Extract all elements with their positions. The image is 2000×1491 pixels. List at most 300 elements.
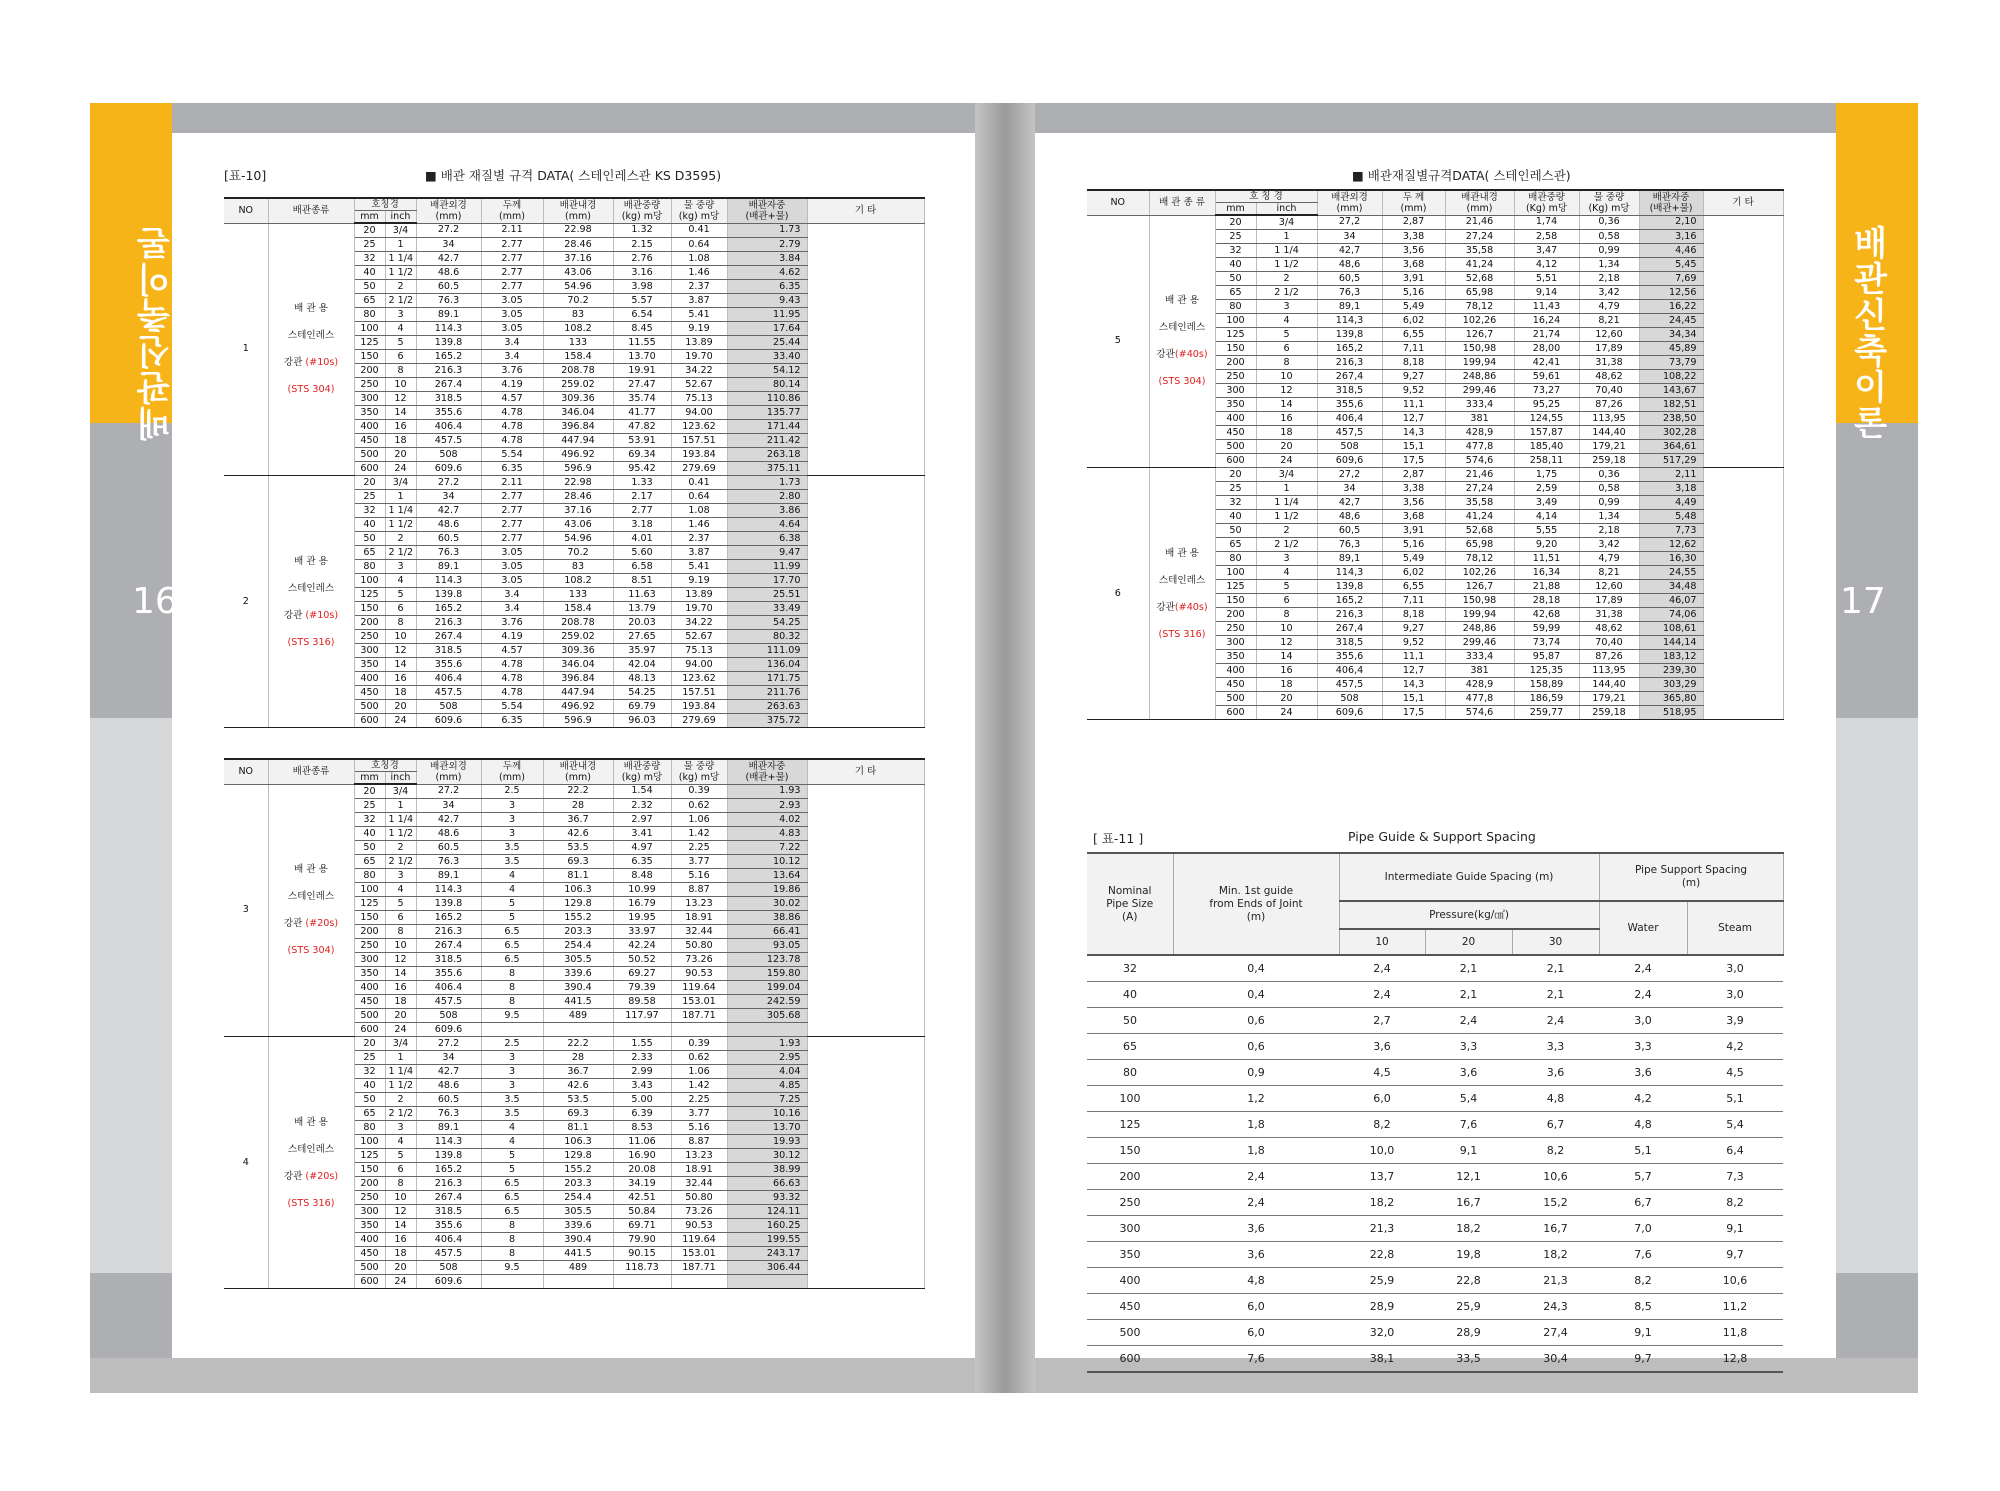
cell-od: 609.6: [416, 1275, 481, 1289]
cell-water: 5,1: [1599, 1138, 1687, 1164]
cell-mm: 250: [354, 630, 385, 644]
cell-thickness: 4: [481, 869, 543, 883]
cell-id: 70.2: [543, 294, 613, 308]
cell-mm: 125: [354, 336, 385, 350]
cell-thickness: 3,56: [1382, 496, 1445, 510]
cell-p20: 22,8: [1425, 1268, 1512, 1294]
cell-p10: 21,3: [1339, 1216, 1425, 1242]
cell-pipe-weight: 6.58: [613, 560, 671, 574]
cell-thickness: 4.19: [481, 378, 543, 392]
cell-pipe-weight: 6.35: [613, 855, 671, 869]
cell-thickness: 8: [481, 981, 543, 995]
cell-water-weight: 193.84: [671, 700, 727, 714]
cell-p20: 2,4: [1425, 1008, 1512, 1034]
cell-mm: 200: [354, 364, 385, 378]
cell-inch: 14: [385, 1219, 416, 1233]
cell-od: 139.8: [416, 897, 481, 911]
cell-thickness: 5,16: [1382, 286, 1445, 300]
pipe-type-line: 강관 (#10s): [283, 609, 339, 621]
cell-od: 165.2: [416, 911, 481, 925]
cell-thickness: 2.77: [481, 532, 543, 546]
cell-inch: 5: [1256, 328, 1317, 342]
cell-p10: 28,9: [1339, 1294, 1425, 1320]
cell-pipe-weight: 19.95: [613, 911, 671, 925]
cell-water-weight: 0,36: [1579, 468, 1639, 482]
cell-mm: 300: [354, 644, 385, 658]
cell-pipe-weight: 95.42: [613, 462, 671, 476]
cell-id: 339.6: [543, 1219, 613, 1233]
cell-first-guide: 3,6: [1173, 1216, 1339, 1242]
cell-thickness: 15,1: [1382, 440, 1445, 454]
cell-thickness: 3: [481, 799, 543, 813]
cell-total-weight: 111.09: [727, 644, 807, 658]
cell-thickness: 3,56: [1382, 244, 1445, 258]
cell-pipe-weight: 53.91: [613, 434, 671, 448]
cell-inch: 1 1/4: [385, 1065, 416, 1079]
cell-total-weight: 211.42: [727, 434, 807, 448]
cell-inch: 14: [385, 967, 416, 981]
cell-od: 318.5: [416, 953, 481, 967]
cell-thickness: 6.5: [481, 939, 543, 953]
cell-mm: 100: [354, 574, 385, 588]
cell-id: 81.1: [543, 869, 613, 883]
cell-water-weight: 17,89: [1579, 594, 1639, 608]
cell-water-weight: 87,26: [1579, 398, 1639, 412]
cell-water-weight: 12,60: [1579, 328, 1639, 342]
cell-total-weight: 16,22: [1639, 300, 1703, 314]
cell-mm: 32: [1215, 496, 1256, 510]
cell-mm: 50: [354, 841, 385, 855]
cell-first-guide: 6,0: [1173, 1320, 1339, 1346]
cell-thickness: 11,1: [1382, 650, 1445, 664]
cell-id: 305.5: [543, 1205, 613, 1219]
cell-od: 267.4: [416, 378, 481, 392]
cell-total-weight: 375.11: [727, 462, 807, 476]
cell-mm: 80: [354, 560, 385, 574]
spacing-row: [1087, 1242, 1783, 1268]
cell-id: 42.6: [543, 827, 613, 841]
cell-p20: 9,1: [1425, 1138, 1512, 1164]
cell-thickness: 9,27: [1382, 622, 1445, 636]
cell-water-weight: 0.41: [671, 476, 727, 490]
cell-id: 333,4: [1445, 650, 1514, 664]
cell-od: 267.4: [416, 630, 481, 644]
spacing-row: [1087, 1112, 1783, 1138]
cell-mm: 125: [354, 897, 385, 911]
cell-water: 2,4: [1599, 982, 1687, 1008]
cell-thickness: 4.78: [481, 434, 543, 448]
cell-p20: 16,7: [1425, 1190, 1512, 1216]
cell-id: 309.36: [543, 392, 613, 406]
cell-id: 22.98: [543, 476, 613, 490]
cell-water: 4,8: [1599, 1112, 1687, 1138]
cell-total-weight: 2,10: [1639, 215, 1703, 230]
table-row: [224, 476, 924, 490]
spacing-row: [1087, 1320, 1783, 1346]
cell-pipe-weight: 1,74: [1514, 215, 1579, 230]
cell-pipe-weight: 20.08: [613, 1163, 671, 1177]
cell-od: 48,6: [1317, 258, 1382, 272]
cell-first-guide: 3,6: [1173, 1242, 1339, 1268]
cell-od: 76,3: [1317, 286, 1382, 300]
cell-total-weight: 6.35: [727, 280, 807, 294]
cell-thickness: 9,27: [1382, 370, 1445, 384]
table-row: [1087, 215, 1783, 230]
cell-water-weight: 279.69: [671, 714, 727, 728]
cell-thickness: 14,3: [1382, 426, 1445, 440]
cell-thickness: 3: [481, 827, 543, 841]
cell-mm: 80: [354, 869, 385, 883]
cell-steam: 11,2: [1687, 1294, 1783, 1320]
cell-pipe-weight: 42.51: [613, 1191, 671, 1205]
cell-thickness: 5: [481, 1149, 543, 1163]
cell-mm: 450: [1215, 426, 1256, 440]
cell-pipe-weight: 118.73: [613, 1261, 671, 1275]
cell-inch: 2 1/2: [385, 1107, 416, 1121]
cell-id: 37.16: [543, 504, 613, 518]
cell-od: 114.3: [416, 574, 481, 588]
cell-p10: 6,0: [1339, 1086, 1425, 1112]
cell-steam: 12,8: [1687, 1346, 1783, 1373]
cell-water-weight: 1,34: [1579, 510, 1639, 524]
cell-water-weight: 179,21: [1579, 440, 1639, 454]
cell-p30: 4,8: [1512, 1086, 1599, 1112]
cell-od: 267,4: [1317, 370, 1382, 384]
table-row: [1087, 468, 1783, 482]
cell-thickness: 9,52: [1382, 384, 1445, 398]
cell-id: 596.9: [543, 714, 613, 728]
cell-mm: 65: [1215, 538, 1256, 552]
cell-thickness: 17,5: [1382, 706, 1445, 720]
cell-thickness: 9.5: [481, 1261, 543, 1275]
cell-od: 216.3: [416, 616, 481, 630]
cell-inch: 5: [385, 1149, 416, 1163]
cell-inch: 1 1/4: [1256, 496, 1317, 510]
cell-pipe-weight: 11.06: [613, 1135, 671, 1149]
cell-od: 457,5: [1317, 678, 1382, 692]
cell-inch: 1 1/4: [1256, 244, 1317, 258]
cell-thickness: 3: [481, 813, 543, 827]
cell-steam: 9,7: [1687, 1242, 1783, 1268]
cell-p10: 32,0: [1339, 1320, 1425, 1346]
col-total-weight: 배관자중 (배관+물): [1639, 190, 1703, 215]
cell-mm: 20: [1215, 468, 1256, 482]
cell-total-weight: 34,48: [1639, 580, 1703, 594]
cell-od: 355.6: [416, 1219, 481, 1233]
schedule-label: (#10s): [305, 609, 339, 621]
cell-od: 457.5: [416, 434, 481, 448]
cell-thickness: 8: [481, 1247, 543, 1261]
col-no: NO: [224, 198, 268, 223]
cell-mm: 450: [354, 434, 385, 448]
cell-od: 60.5: [416, 1093, 481, 1107]
cell-total-weight: 4.62: [727, 266, 807, 280]
cell-pipe-weight: 48.13: [613, 672, 671, 686]
cell-size: 32: [1087, 955, 1173, 982]
grade-label: (STS 316): [287, 636, 335, 648]
cell-water-weight: 32.44: [671, 925, 727, 939]
cell-thickness: 3: [481, 1065, 543, 1079]
table-title: ■ 배관재질별규격DATA( 스테인레스관): [1352, 168, 1571, 183]
cell-steam: 3,9: [1687, 1008, 1783, 1034]
cell-pipe-weight: 2,58: [1514, 230, 1579, 244]
cell-inch: 24: [385, 1023, 416, 1037]
pipe-type-line: 배 관 용: [294, 864, 328, 876]
cell-pipe-weight: 69.79: [613, 700, 671, 714]
cell-id: 21,46: [1445, 215, 1514, 230]
cell-od: 457.5: [416, 686, 481, 700]
cell-p10: 25,9: [1339, 1268, 1425, 1294]
cell-total-weight: 66.41: [727, 925, 807, 939]
cell-id: 21,46: [1445, 468, 1514, 482]
cell-id: 259.02: [543, 630, 613, 644]
cell-od: 27.2: [416, 223, 481, 238]
cell-mm: 400: [1215, 412, 1256, 426]
cell-od: 89.1: [416, 869, 481, 883]
cell-water-weight: 0.41: [671, 223, 727, 238]
col-mm: mm: [354, 772, 385, 785]
cell-id: 155.2: [543, 911, 613, 925]
cell-total-weight: 305.68: [727, 1009, 807, 1023]
cell-total-weight: 54.25: [727, 616, 807, 630]
cell-id: 248,86: [1445, 370, 1514, 384]
cell-total-weight: 10.12: [727, 855, 807, 869]
cell-inch: 24: [385, 714, 416, 728]
pipe-type-line: 스테인레스: [1158, 574, 1206, 586]
cell-inch: 10: [385, 378, 416, 392]
cell-id: 69.3: [543, 1107, 613, 1121]
cell-pipe-weight: 5.60: [613, 546, 671, 560]
cell-mm: 50: [354, 280, 385, 294]
cell-pipe-weight: 69.27: [613, 967, 671, 981]
cell-id: 248,86: [1445, 622, 1514, 636]
cell-od: 508: [1317, 692, 1382, 706]
cell-water-weight: 0,58: [1579, 230, 1639, 244]
cell-total-weight: 182,51: [1639, 398, 1703, 412]
cell-thickness: 6.5: [481, 925, 543, 939]
cell-mm: 350: [1215, 398, 1256, 412]
cell-thickness: 2.5: [481, 1037, 543, 1051]
cell-pipe-weight: 13.79: [613, 602, 671, 616]
cell-water-weight: 31,38: [1579, 608, 1639, 622]
cell-od: 609.6: [416, 462, 481, 476]
cell-water-weight: 34.22: [671, 616, 727, 630]
spacing-row: [1087, 1294, 1783, 1320]
cell-pipe-weight: 3,47: [1514, 244, 1579, 258]
cell-p30: 16,7: [1512, 1216, 1599, 1242]
cell-water-weight: 259,18: [1579, 706, 1639, 720]
cell-mm: 50: [354, 1093, 385, 1107]
spec-table-sts-10s: [224, 197, 925, 728]
cell-p30: 27,4: [1512, 1320, 1599, 1346]
cell-inch: 2: [385, 280, 416, 294]
col-first-guide: Min. 1st guide from Ends of Joint (m): [1173, 853, 1339, 955]
cell-od: 89.1: [416, 308, 481, 322]
cell-od: 165,2: [1317, 342, 1382, 356]
cell-total-weight: 11.99: [727, 560, 807, 574]
cell-id: 133: [543, 588, 613, 602]
cell-thickness: 4.57: [481, 392, 543, 406]
cell-id: 27,24: [1445, 482, 1514, 496]
cell-water: 5,7: [1599, 1164, 1687, 1190]
cell-inch: 5: [1256, 580, 1317, 594]
cell-od: 457.5: [416, 995, 481, 1009]
col-pipe-weight: 배관중량 (Kg) m당: [1514, 190, 1579, 215]
cell-inch: 4: [385, 574, 416, 588]
cell-od: 76.3: [416, 294, 481, 308]
cell-total-weight: 171.75: [727, 672, 807, 686]
cell-thickness: 3,91: [1382, 524, 1445, 538]
cell-pipe-weight: 1.54: [613, 784, 671, 799]
cell-thickness: 5: [481, 1163, 543, 1177]
cell-first-guide: 7,6: [1173, 1346, 1339, 1373]
group-number: 6: [1087, 468, 1149, 720]
cell-thickness: 3.05: [481, 574, 543, 588]
cell-pipe-weight: 11,43: [1514, 300, 1579, 314]
cell-od: 406.4: [416, 981, 481, 995]
cell-p30: 10,6: [1512, 1164, 1599, 1190]
cell-pipe-weight: 41.77: [613, 406, 671, 420]
cell-mm: 600: [354, 462, 385, 476]
cell-thickness: 12,7: [1382, 664, 1445, 678]
note-cell: [807, 784, 924, 1037]
cell-inch: 8: [385, 364, 416, 378]
cell-inch: 8: [385, 616, 416, 630]
cell-mm: 125: [1215, 328, 1256, 342]
cell-steam: 11,8: [1687, 1320, 1783, 1346]
cell-thickness: 7,11: [1382, 342, 1445, 356]
cell-size: 65: [1087, 1034, 1173, 1060]
cell-pipe-weight: 185,40: [1514, 440, 1579, 454]
cell-od: 406,4: [1317, 664, 1382, 678]
cell-pipe-weight: 95,87: [1514, 650, 1579, 664]
pipe-type: [268, 1037, 354, 1289]
cell-id: 396.84: [543, 420, 613, 434]
cell-total-weight: 124.11: [727, 1205, 807, 1219]
cell-id: 28.46: [543, 238, 613, 252]
cell-thickness: 2.77: [481, 252, 543, 266]
cell-thickness: 3.05: [481, 560, 543, 574]
cell-inch: 12: [385, 644, 416, 658]
cell-steam: 7,3: [1687, 1164, 1783, 1190]
pipe-type-line: 배 관 용: [1165, 295, 1199, 307]
cell-mm: 600: [1215, 706, 1256, 720]
cell-thickness: 17,5: [1382, 454, 1445, 468]
cell-total-weight: 93.05: [727, 939, 807, 953]
cell-id: 489: [543, 1261, 613, 1275]
cell-id: 43.06: [543, 266, 613, 280]
cell-inch: 5: [385, 588, 416, 602]
cell-total-weight: 1.93: [727, 784, 807, 799]
cell-water: 9,7: [1599, 1346, 1687, 1373]
cell-pipe-weight: 5,51: [1514, 272, 1579, 286]
spacing-row: [1087, 982, 1783, 1008]
cell-mm: 400: [354, 981, 385, 995]
cell-total-weight: 108,22: [1639, 370, 1703, 384]
cell-inch: 10: [385, 1191, 416, 1205]
cell-od: 139.8: [416, 1149, 481, 1163]
cell-inch: 2 1/2: [385, 294, 416, 308]
cell-thickness: 3.4: [481, 336, 543, 350]
cell-id: 496.92: [543, 448, 613, 462]
schedule-label: (#40s): [1174, 601, 1208, 613]
cell-id: 35,58: [1445, 244, 1514, 258]
cell-id: 390.4: [543, 1233, 613, 1247]
cell-total-weight: 4,46: [1639, 244, 1703, 258]
cell-od: 406.4: [416, 420, 481, 434]
cell-id: 203.3: [543, 1177, 613, 1191]
cell-id: 346.04: [543, 406, 613, 420]
cell-id: 53.5: [543, 841, 613, 855]
cell-mm: 400: [1215, 664, 1256, 678]
cell-inch: 12: [1256, 384, 1317, 398]
col-thickness: 두 께 (mm): [1382, 190, 1445, 215]
cell-total-weight: 263.63: [727, 700, 807, 714]
pipe-type-line: 배 관 용: [294, 303, 328, 315]
cell-total-weight: 11.95: [727, 308, 807, 322]
cell-total-weight: 12,62: [1639, 538, 1703, 552]
cell-total-weight: [727, 1023, 807, 1037]
cell-pipe-weight: 8.51: [613, 574, 671, 588]
cell-size: 600: [1087, 1346, 1173, 1373]
cell-total-weight: 30.12: [727, 1149, 807, 1163]
cell-thickness: 2.77: [481, 490, 543, 504]
cell-water-weight: 2.25: [671, 841, 727, 855]
cell-first-guide: 0,4: [1173, 982, 1339, 1008]
cell-inch: 3: [1256, 300, 1317, 314]
cell-id: 54.96: [543, 280, 613, 294]
cell-mm: 125: [354, 1149, 385, 1163]
cell-id: 155.2: [543, 1163, 613, 1177]
cell-water-weight: 4,79: [1579, 300, 1639, 314]
cell-od: 48.6: [416, 518, 481, 532]
cell-pipe-weight: 21,74: [1514, 328, 1579, 342]
cell-pipe-weight: 8.48: [613, 869, 671, 883]
cell-od: 89.1: [416, 1121, 481, 1135]
cell-water-weight: 0.62: [671, 1051, 727, 1065]
spacing-row: [1087, 1138, 1783, 1164]
pipe-type: [268, 476, 354, 728]
cell-inch: 4: [1256, 566, 1317, 580]
cell-thickness: 2.77: [481, 266, 543, 280]
cell-total-weight: 38.99: [727, 1163, 807, 1177]
cell-pipe-weight: 9,20: [1514, 538, 1579, 552]
cell-od: 318,5: [1317, 636, 1382, 650]
cell-inch: 14: [1256, 650, 1317, 664]
cell-total-weight: 3,16: [1639, 230, 1703, 244]
cell-id: 52,68: [1445, 524, 1514, 538]
cell-thickness: 5,16: [1382, 538, 1445, 552]
cell-id: 254.4: [543, 1191, 613, 1205]
cell-pipe-weight: 5.00: [613, 1093, 671, 1107]
cell-pipe-weight: 2.32: [613, 799, 671, 813]
cell-inch: 6: [385, 350, 416, 364]
cell-mm: 300: [354, 953, 385, 967]
cell-mm: 300: [1215, 636, 1256, 650]
cell-thickness: 9,52: [1382, 636, 1445, 650]
cell-pipe-weight: 5.57: [613, 294, 671, 308]
cell-total-weight: 518,95: [1639, 706, 1703, 720]
cell-od: 267.4: [416, 939, 481, 953]
cell-inch: 10: [385, 939, 416, 953]
cell-od: 27,2: [1317, 215, 1382, 230]
cell-mm: 150: [1215, 342, 1256, 356]
cell-pipe-weight: 11.63: [613, 588, 671, 602]
cell-total-weight: 5,45: [1639, 258, 1703, 272]
cell-size: 200: [1087, 1164, 1173, 1190]
cell-p30: 30,4: [1512, 1346, 1599, 1373]
cell-thickness: 3.05: [481, 546, 543, 560]
